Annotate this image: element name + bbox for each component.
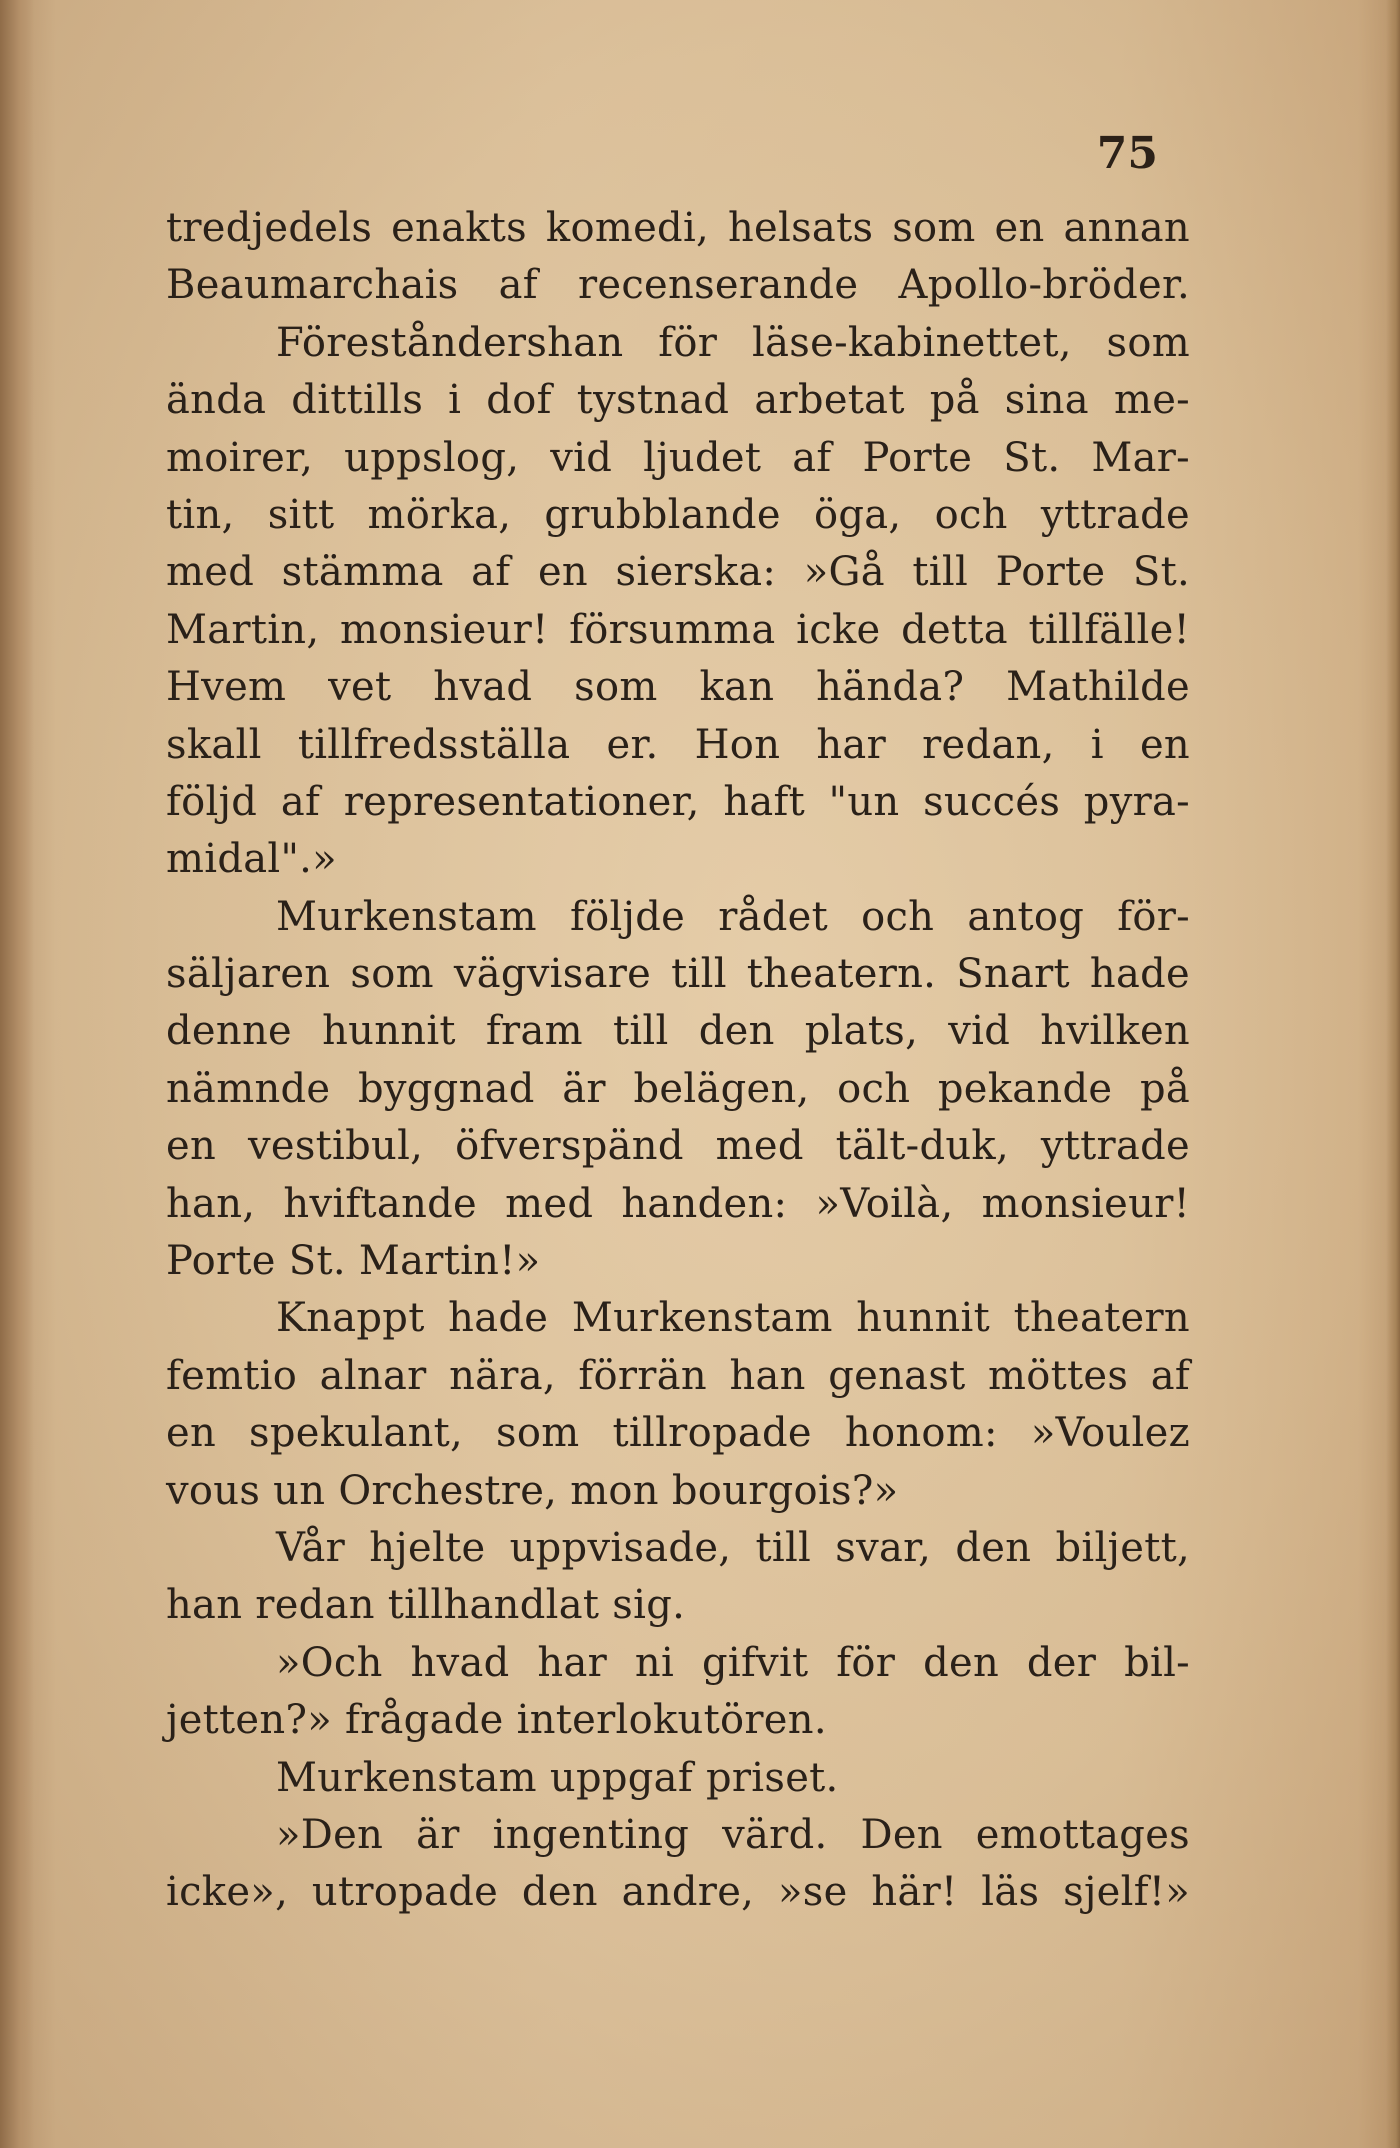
text-line: en spekulant, som tillropade honom: »Voulez xyxy=(166,1410,1190,1457)
text-line: Föreståndershan för läse-kabinettet, som xyxy=(276,319,1190,366)
page-number: 75 xyxy=(1096,128,1158,179)
text-line: skall tillfredsställa er. Hon har redan, i en xyxy=(166,721,1190,768)
text-line: Vår hjelte uppvisade, till svar, den biljett, xyxy=(276,1524,1190,1571)
text-line: följd af representationer, haft "un succés pyra- xyxy=(166,778,1190,825)
text-line: »Den är ingenting värd. Den emottages xyxy=(276,1811,1190,1858)
text-line: Murkenstam uppgaf priset. xyxy=(276,1754,839,1801)
text-line: Knappt hade Murkenstam hunnit theatern xyxy=(276,1295,1190,1342)
text-line: Beaumarchais af recenserande Apollo-bröder. xyxy=(166,262,1190,309)
text-line: han, hviftande med handen: »Voilà, monsieur! xyxy=(166,1180,1190,1227)
text-line: vous un Orchestre, mon bourgois?» xyxy=(166,1467,899,1514)
text-line: han redan tillhandlat sig. xyxy=(166,1582,686,1629)
text-line: Martin, monsieur! försumma icke detta tillfälle! xyxy=(166,606,1190,653)
text-line: tin, sitt mörka, grubblande öga, och yttrade xyxy=(166,491,1190,538)
text-line: moirer, uppslog, vid ljudet af Porte St. Mar- xyxy=(166,434,1190,481)
text-line: jetten?» frågade interlokutören. xyxy=(166,1697,827,1744)
text-line: ända dittills i dof tystnad arbetat på sina me- xyxy=(166,377,1190,424)
text-line: nämnde byggnad är belägen, och pekande på xyxy=(166,1065,1190,1112)
text-line: en vestibul, öfverspänd med tält-duk, yttrade xyxy=(166,1123,1190,1170)
text-line: Porte St. Martin!» xyxy=(166,1238,541,1285)
text-line: icke», utropade den andre, »se här! läs sjelf!» xyxy=(166,1869,1190,1916)
text-line: Murkenstam följde rådet och antog för- xyxy=(276,893,1190,940)
text-line: denne hunnit fram till den plats, vid hvilken xyxy=(166,1008,1190,1055)
page-edge xyxy=(1386,0,1400,2148)
binding-shadow xyxy=(0,0,34,2148)
text-line: tredjedels enakts komedi, helsats som en annan xyxy=(166,205,1190,251)
text-line: »Och hvad har ni gifvit för den der bil- xyxy=(276,1639,1190,1686)
body-text xyxy=(166,200,1190,1922)
text-line: säljaren som vägvisare till theatern. Snart hade xyxy=(166,951,1190,998)
text-line: med stämma af en sierska: »Gå till Porte St. xyxy=(166,549,1190,596)
text-line: Hvem vet hvad som kan hända? Mathilde xyxy=(166,664,1190,711)
text-line: midal".» xyxy=(166,836,337,883)
text-line: femtio alnar nära, förrän han genast möttes af xyxy=(166,1352,1190,1399)
